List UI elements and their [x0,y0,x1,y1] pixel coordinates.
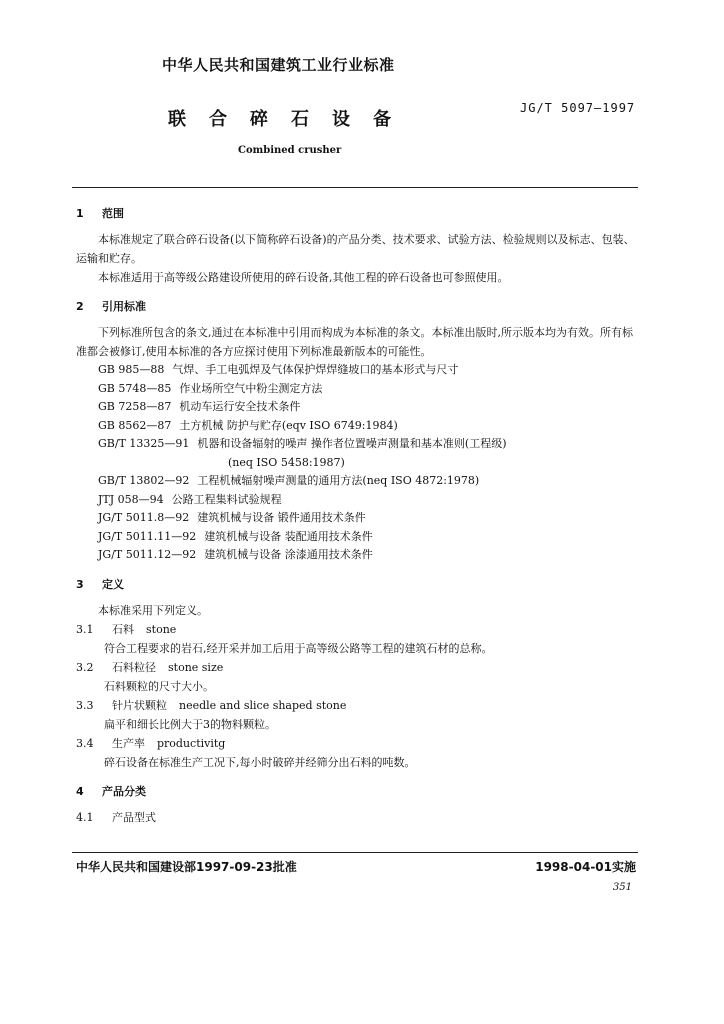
section-number: 4 [76,784,84,798]
effective-date: 1998-04-01实施 [535,860,636,874]
scope-paragraph-2: 本标准适用于高等级公路建设所使用的碎石设备,其他工程的碎石设备也可参照使用。 [98,271,509,284]
reference-code: JG/T 5011.8—92 [98,511,190,524]
reference-title: 建筑机械与设备 锻件通用技术条件 [197,511,366,524]
reference-code: GB 7258—87 [98,400,172,413]
reference-code: JG/T 5011.11—92 [98,529,197,543]
section-number: 1 [76,207,84,220]
definition-number: 3.1 [76,622,94,636]
section-title: 产品分类 [102,784,146,798]
reference-code: JTJ 058—94 [98,492,164,506]
section-number: 2 [76,300,84,313]
definition-term-zh: 石料 [112,622,134,636]
definition-term [76,734,636,753]
reference-title: 工程机械辐射噪声测量的通用方法(neq ISO 4872:1978) [197,474,480,487]
approval-note: 中华人民共和国建设部1997-09-23批准 [76,860,297,874]
document-subtitle-en: Combined crusher [238,145,342,156]
reference-title: 公路工程集料试验规程 [171,492,282,506]
reference-code: JG/T 5011.12—92 [98,548,197,561]
definition-body: 石料颗粒的尺寸大小。 [104,679,214,693]
definition-term-zh: 生产率 [112,736,145,750]
reference-code: GB 8562—87 [98,418,172,432]
definition-term [76,696,636,715]
subsection-heading [76,808,636,827]
reference-code: GB 5748—85 [98,381,172,395]
reference-code: GB 985—88 [98,363,165,376]
definition-body: 符合工程要求的岩石,经开采并加工后用于高等级公路等工程的建筑石材的总称。 [104,641,493,655]
scope-paragraph-1: 本标准规定了联合碎石设备(以下简称碎石设备)的产品分类、技术要求、试验方法、检验规则以及标志、包装、运输和贮存。 [76,233,635,265]
reference-code: GB/T 13325—91 [98,437,190,450]
reference-list [76,361,636,565]
reference-item [76,509,636,528]
section-heading-classification [76,782,636,802]
reference-item [76,491,636,510]
definition-number: 3.4 [76,736,94,750]
reference-item [76,398,636,417]
reference-item [76,361,636,380]
references-paragraph: 下列标准所包含的条文,通过在本标准中引用而构成为本标准的条文。本标准出版时,所示版本均为有效。所有标准都会被修订,使用本标准的各方应探讨使用下列标准最新版本的可能性。 [76,326,633,358]
reference-title: 气焊、手工电弧焊及气体保护焊焊缝坡口的基本形式与尺寸 [172,363,459,376]
reference-item-continuation [76,454,636,473]
section-title: 范围 [102,207,124,220]
definition-term [76,658,636,677]
reference-code: GB/T 13802—92 [98,474,190,487]
subsection-title: 产品型式 [112,810,156,824]
document-body [76,204,636,827]
reference-item [76,417,636,436]
reference-title: 建筑机械与设备 装配通用技术条件 [204,529,373,543]
page-number: 351 [612,882,632,893]
reference-title: 作业场所空气中粉尘测定方法 [179,381,323,395]
section-heading-references [76,297,636,317]
reference-title: 机动车运行安全技术条件 [179,400,301,413]
header-divider [72,187,638,188]
standard-code: JG/T 5097—1997 [520,101,636,115]
reference-item [76,435,636,454]
definitions-intro: 本标准采用下列定义。 [98,603,208,617]
section-title: 定义 [102,577,124,591]
definition-number: 3.2 [76,660,94,674]
definition-body: 碎石设备在标准生产工况下,每小时破碎并经筛分出石料的吨数。 [104,755,416,769]
issuing-agency: 中华人民共和国建筑工业行业标准 [162,56,395,74]
reference-item [76,528,636,547]
definition-body: 扁平和细长比例大于3的物料颗粒。 [104,717,276,731]
section-number: 3 [76,577,84,591]
reference-item [76,546,636,565]
reference-title: 土方机械 防护与贮存(eqv ISO 6749:1984) [179,418,398,432]
subsection-number: 4.1 [76,810,94,824]
definition-term-en: stone size [168,660,224,674]
definition-number: 3.3 [76,698,94,712]
reference-item [76,472,636,491]
definition-term [76,620,636,639]
definition-term-zh: 针片状颗粒 [112,698,167,712]
reference-item [76,380,636,399]
footer-divider [72,852,638,853]
section-heading-definitions [76,575,636,595]
section-heading-scope [76,204,636,224]
definition-term-en: needle and slice shaped stone [179,698,347,712]
reference-title: (neq ISO 5458:1987) [228,455,345,469]
definition-term-en: productivitg [157,736,226,750]
reference-title: 机器和设备辐射的噪声 操作者位置噪声测量和基本准则(工程级) [197,437,507,450]
reference-title: 建筑机械与设备 涂漆通用技术条件 [204,548,373,561]
definition-term-zh: 石料粒径 [112,660,156,674]
document-title: 联合碎石设备 [168,109,414,130]
definition-term-en: stone [146,622,177,636]
section-title: 引用标准 [102,300,146,313]
